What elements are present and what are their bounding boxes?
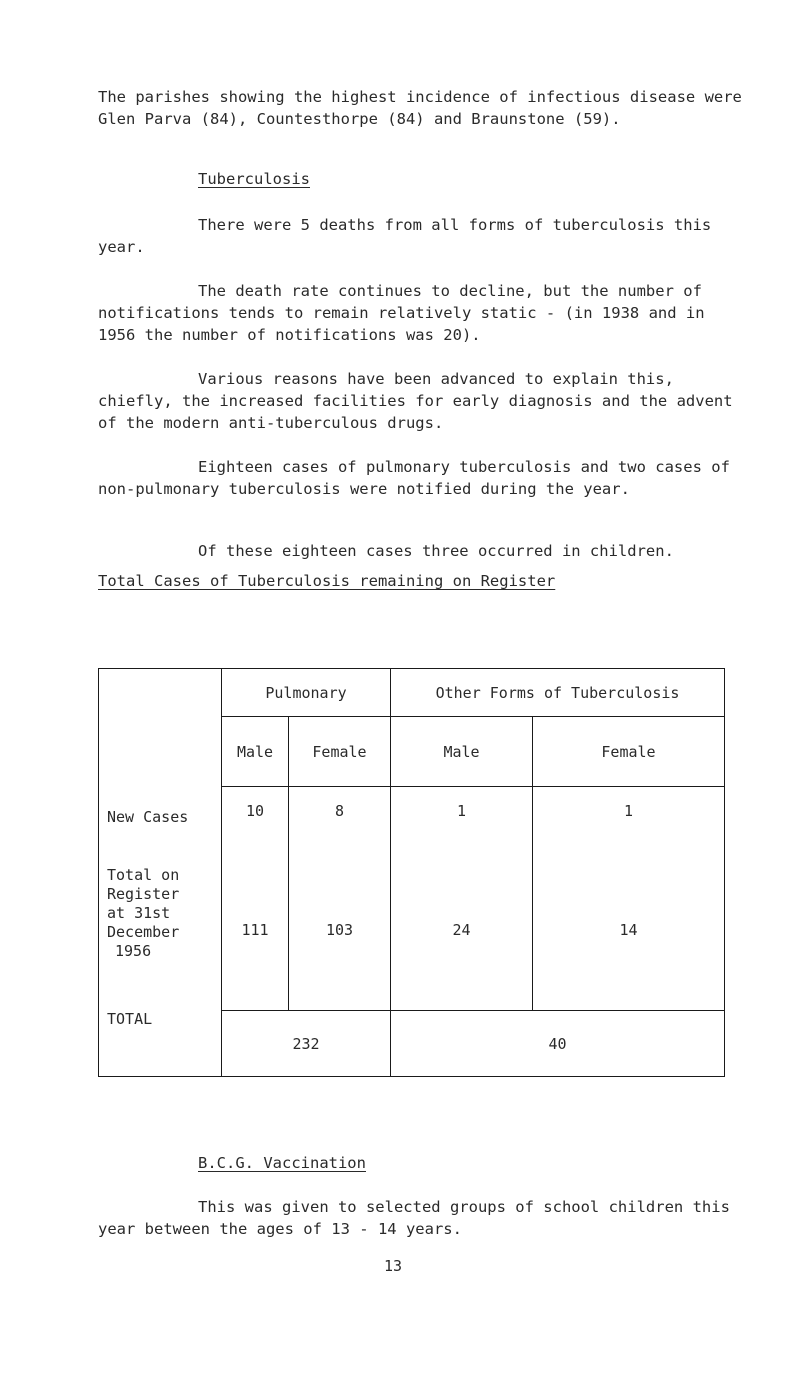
header-pulmonary: Pulmonary [222, 669, 391, 717]
children-paragraph: Of these eighteen cases three occurred in children. [198, 542, 674, 560]
value-register-other-female: 14 [619, 921, 638, 939]
bcg-heading: B.C.G. Vaccination [198, 1154, 366, 1172]
total-other-forms: 40 [391, 1011, 725, 1077]
value-new-other-female: 1 [623, 802, 634, 820]
register-heading: Total Cases of Tuberculosis remaining on Register [98, 572, 556, 590]
header-pulmonary-male: Male [222, 717, 289, 787]
header-other-female: Female [533, 717, 725, 787]
row-labels-cell [99, 669, 222, 1077]
row-label-new-cases: New Cases [107, 808, 189, 826]
row-label-register-line: December [107, 923, 180, 941]
row-label-total: TOTAL [107, 1010, 153, 1028]
row-label-register-line: Total on [107, 866, 180, 884]
cases-paragraph: Eighteen cases of pulmonary tuberculosis and two cases of non-pulmonary tuberculosis were notified during the year. [98, 458, 730, 498]
value-new-pulmonary-male: 10 [245, 802, 265, 820]
bcg-paragraph: This was given to selected groups of school children this year between the ages of 13 - 14 years. [98, 1198, 730, 1238]
value-new-other-male: 1 [456, 802, 467, 820]
page-number: 13 [384, 1257, 403, 1275]
header-other-male: Male [391, 717, 533, 787]
decline-paragraph: The death rate continues to decline, but the number of notifications tends to remain relatively static - (in 1938 and in 1956 the number of notifications was 20). [98, 282, 705, 344]
reasons-paragraph: Various reasons have been advanced to explain this, chiefly, the increased facilities for early diagnosis and the advent of the modern anti-tuberculous drugs. [98, 370, 733, 432]
value-new-pulmonary-female: 8 [334, 802, 345, 820]
row-label-register-line: 1956 [115, 942, 152, 960]
header-pulmonary-female: Female [289, 717, 391, 787]
value-register-other-male: 24 [452, 921, 471, 939]
row-label-register-line: Register [107, 885, 180, 903]
row-label-register [107, 866, 179, 961]
value-register-pulmonary-female: 103 [325, 921, 354, 939]
header-other-forms: Other Forms of Tuberculosis [391, 669, 725, 717]
value-register-pulmonary-male: 111 [241, 921, 269, 939]
deaths-paragraph: There were 5 deaths from all forms of tuberculosis this year. [98, 216, 712, 256]
intro-paragraph: The parishes showing the highest incidence of infectious disease were Glen Parva (84), Countesthorpe (84) and Braunstone (59). [98, 88, 742, 128]
row-label-register-line: at 31st [107, 904, 171, 922]
other-female-cell [533, 787, 725, 1011]
tuberculosis-heading: Tuberculosis [198, 170, 310, 188]
pulmonary-female-cell [289, 787, 391, 1011]
other-male-cell [391, 787, 533, 1011]
total-pulmonary: 232 [222, 1011, 391, 1077]
tuberculosis-register-table [98, 668, 725, 1077]
pulmonary-male-cell [222, 787, 289, 1011]
